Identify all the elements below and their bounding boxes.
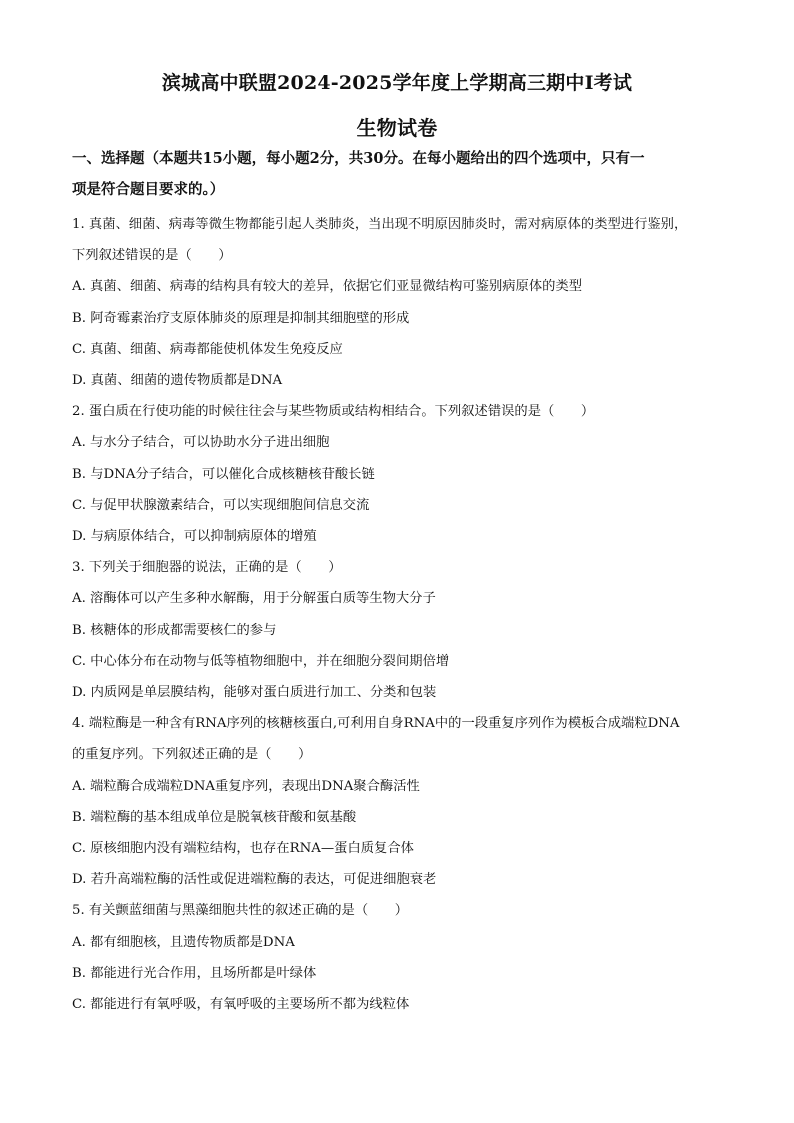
question-1-option-a: A. 真菌、细菌、病毒的结构具有较大的差异，依据它们亚显微结构可鉴别病原体的类型 (72, 279, 583, 294)
question-5-stem: 5. 有关颤蓝细菌与黑藻细胞共性的叙述正确的是（ ） (72, 903, 409, 918)
question-1-option-c: C. 真菌、细菌、病毒都能使机体发生免疫反应 (72, 342, 343, 357)
section-heading-line-1: 一、选择题（本题共15小题，每小题2分，共30分。在每小题给出的四个选项中，只有一 (72, 150, 645, 167)
question-3-option-d: D. 内质网是单层膜结构，能够对蛋白质进行加工、分类和包装 (72, 685, 437, 700)
question-4-stem-line-1: 4. 端粒酶是一种含有RNA序列的核糖核蛋白,可利用自身RNA中的一段重复序列作为模板合成端粒DNA (72, 716, 680, 731)
question-5-option-b: B. 都能进行光合作用，且场所都是叶绿体 (72, 966, 317, 981)
question-3-stem: 3. 下列关于细胞器的说法，正确的是（ ） (72, 560, 342, 575)
question-2-option-c: C. 与促甲状腺激素结合，可以实现细胞间信息交流 (72, 498, 370, 513)
question-2-option-d: D. 与病原体结合，可以抑制病原体的增殖 (72, 529, 317, 544)
exam-subject: 生物试卷 (356, 116, 438, 140)
question-2-stem: 2. 蛋白质在行使功能的时候往往会与某些物质或结构相结合。下列叙述错误的是（ ） (72, 404, 595, 419)
question-4-option-a: A. 端粒酶合成端粒DNA重复序列，表现出DNA聚合酶活性 (72, 779, 420, 794)
question-4-option-c: C. 原核细胞内没有端粒结构，也存在RNA—蛋白质复合体 (72, 841, 414, 856)
question-5-option-c: C. 都能进行有氧呼吸，有氧呼吸的主要场所不都为线粒体 (72, 997, 410, 1012)
section-heading-line-2: 项是符合题目要求的。） (72, 181, 225, 198)
question-3-option-a: A. 溶酶体可以产生多种水解酶，用于分解蛋白质等生物大分子 (72, 591, 436, 606)
question-4-stem-line-2: 的重复序列。下列叙述正确的是（ ） (72, 747, 312, 762)
question-1-stem-line-2: 下列叙述错误的是（ ） (72, 248, 232, 263)
question-1-option-b: B. 阿奇霉素治疗支原体肺炎的原理是抑制其细胞壁的形成 (72, 311, 410, 326)
exam-title: 滨城高中联盟2024-2025学年度上学期高三期中Ⅰ考试 (161, 72, 633, 94)
question-1-option-d: D. 真菌、细菌的遗传物质都是DNA (72, 373, 283, 388)
question-5-option-a: A. 都有细胞核，且遗传物质都是DNA (72, 935, 295, 950)
question-4-option-b: B. 端粒酶的基本组成单位是脱氧核苷酸和氨基酸 (72, 810, 357, 825)
question-1-stem-line-1: 1. 真菌、细菌、病毒等微生物都能引起人类肺炎，当出现不明原因肺炎时，需对病原体的类型进行鉴别， (72, 217, 688, 232)
question-2-option-b: B. 与DNA分子结合，可以催化合成核糖核苷酸长链 (72, 467, 375, 482)
question-3-option-b: B. 核糖体的形成都需要核仁的参与 (72, 623, 277, 638)
question-4-option-d: D. 若升高端粒酶的活性或促进端粒酶的表达，可促进细胞衰老 (72, 872, 437, 887)
question-3-option-c: C. 中心体分布在动物与低等植物细胞中，并在细胞分裂间期倍增 (72, 654, 450, 669)
question-2-option-a: A. 与水分子结合，可以协助水分子进出细胞 (72, 435, 330, 450)
